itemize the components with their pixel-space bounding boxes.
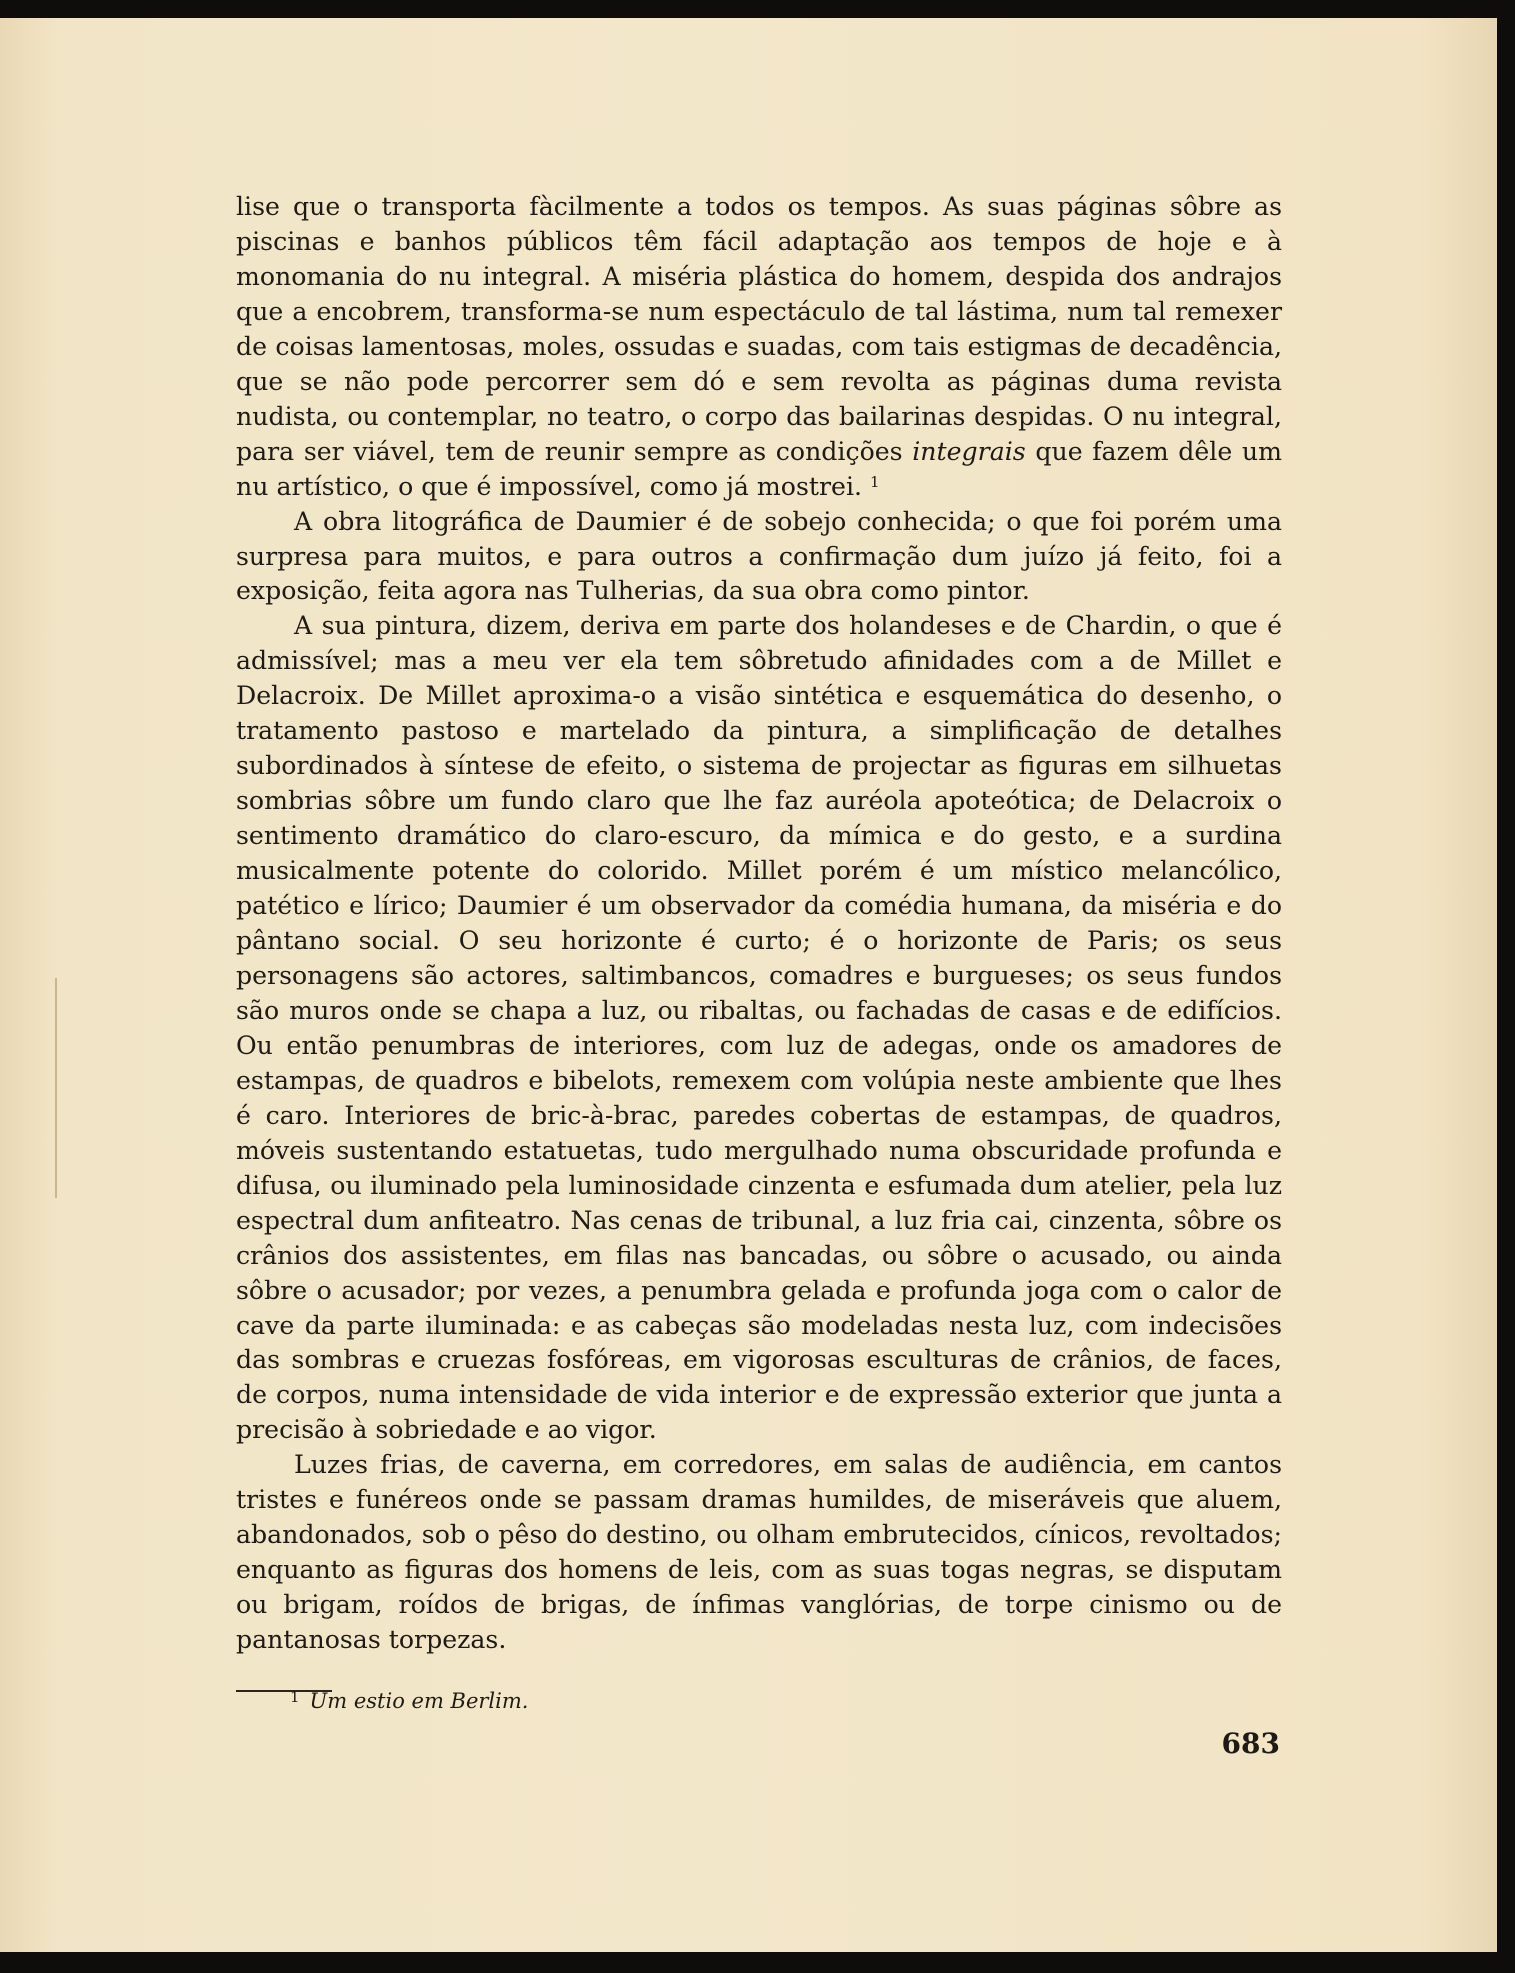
page-edge-crease [55,978,57,1198]
paragraph-1 [236,190,1282,505]
page-number: 683 [1221,1727,1280,1760]
emphasis-integrais: integrais [912,436,1026,466]
footnote-reference[interactable]: 1 [870,472,880,491]
paragraph-2: A obra litográfica de Daumier é de sobejo conhecida; o que foi porém uma surpresa para muitos, e para outros a confirmação dum juízo já feito, foi a exposição, feita agora nas Tulherias, da sua obra como pintor. [236,506,1282,606]
paragraph-1-text: lise que o transporta fàcilmente a todos os tempos. As suas páginas sôbre as piscinas e banhos públicos têm fácil adaptação aos tempos de hoje e à monomania do nu integral. A miséria plástica do homem, despida dos andrajos que a encobrem, transforma-se num espectáculo de tal lástima, num tal remexer de coisas lamentosas, moles, ossudas e suadas, com tais estigmas de decadência, que se não pode percorrer sem dó e sem revolta as páginas duma revista nudista, ou contemplar, no teatro, o corpo das bailarinas despidas. O nu integral, para ser viável, tem de reunir sempre as condições [236,192,1282,466]
footnote [290,1680,528,1718]
footnote-mark: 1 [290,1688,300,1706]
paragraph-4: Luzes frias, de caverna, em corredores, em salas de audiência, em cantos tristes e funéreos onde se passam dramas humildes, de miseráveis que aluem, abandonados, sob o pêso do destino, ou olham embrutecidos, cínicos, revoltados; enquanto as figuras dos homens de leis, com as suas togas negras, se disputam ou brigam, roídos de brigas, de ínfimas vanglórias, de torpe cinismo ou de pantanosas torpezas. [236,1450,1282,1655]
body-text [236,190,1282,1658]
footnote-text: Um estio em Berlim. [309,1689,529,1713]
paragraph-1-tail: que fazem dêle um nu artístico, o que é impossível, como já mostrei. [236,436,1282,501]
paragraph-3: A sua pintura, dizem, deriva em parte dos holandeses e de Chardin, o que é admissível; mas a meu ver ela tem sôbretudo afinidades com a de Millet e Delacroix. De Millet aproxima-o a visão sintética e esquemática do desenho, o tratamento pastoso e martelado da pintura, a simplificação de detalhes subordinados à síntese de efeito, o sistema de projectar as figuras em silhuetas sombrias sôbre um fundo claro que lhe faz auréola apoteótica; de Delacroix o sentimento dramático do claro-escuro, da mímica e do gesto, e a surdina musicalmente potente do colorido. Millet porém é um místico melancólico, patético e lírico; Daumier é um observador da comédia humana, da miséria e do pântano social. O seu horizonte é curto; é o horizonte de Paris; os seus personagens são actores, saltimbancos, comadres e burgueses; os seus fundos são muros onde se chapa a luz, ou ribaltas, ou fachadas de casas e de edifícios. Ou então penumbras de interiores, com luz de adegas, onde os amadores de estampas, de quadros e bibelots, remexem com volúpia neste ambiente que lhes é caro. Interiores de bric-à-brac, paredes cobertas de estampas, de quadros, móveis sustentando estatuetas, tudo mergulhado numa obscuridade profunda e difusa, ou iluminado pela luminosidade cinzenta e esfumada dum atelier, pela luz espectral dum anfiteatro. Nas cenas de tribunal, a luz fria cai, cinzenta, sôbre os crânios dos assistentes, em filas nas bancadas, ou sôbre o acusado, ou ainda sôbre o acusador; por vezes, a penumbra gelada e profunda joga com o calor de cave da parte iluminada: e as cabeças são modeladas nesta luz, com indecisões das sombras e cruezas fosfóreas, em vigorosas esculturas de crânios, de faces, de corpos, numa intensidade de vida interior e de expressão exterior que junta a precisão à sobriedade e ao vigor. [236,611,1282,1445]
